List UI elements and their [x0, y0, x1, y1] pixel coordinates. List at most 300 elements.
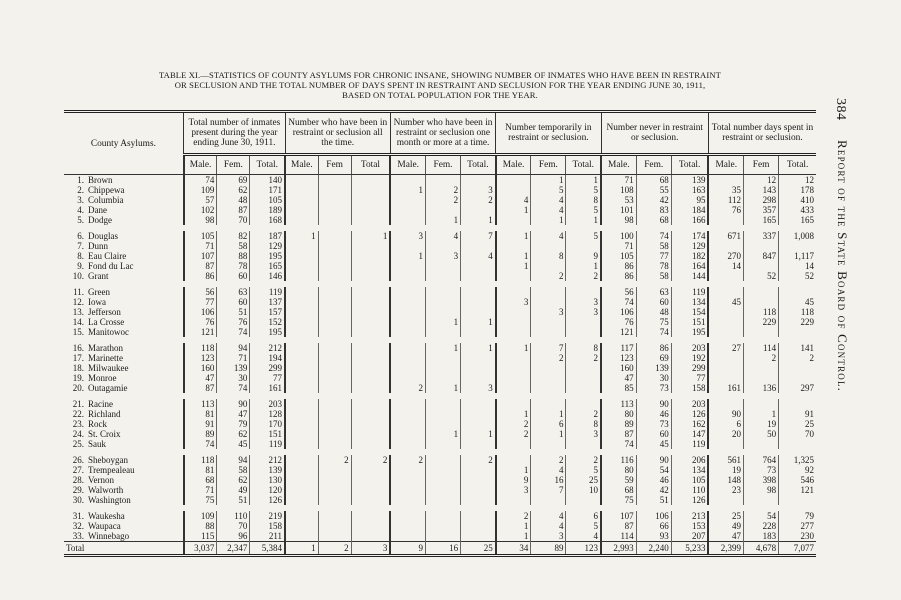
- value-cell: [461, 205, 496, 215]
- total-value-cell: 123: [566, 542, 601, 556]
- row-number: 12.: [72, 297, 84, 307]
- value-cell: 158: [671, 383, 708, 393]
- value-cell: 89: [184, 429, 217, 439]
- value-cell: 4: [531, 521, 566, 531]
- value-cell: 87: [601, 429, 636, 439]
- value-cell: [318, 327, 351, 337]
- value-cell: 113: [601, 399, 636, 409]
- county-name: Marathon: [88, 343, 123, 353]
- total-value-cell: 2: [318, 542, 351, 556]
- value-cell: 847: [744, 251, 779, 261]
- row-number: 17.: [72, 353, 84, 363]
- county-cell: [64, 475, 184, 485]
- county-cell: [64, 485, 184, 495]
- value-cell: 1: [496, 409, 531, 419]
- sub-header: Total.: [250, 155, 285, 175]
- value-cell: 10: [566, 485, 601, 495]
- value-cell: 152: [250, 317, 285, 327]
- total-value-cell: 2,399: [708, 542, 743, 556]
- value-cell: [531, 287, 566, 297]
- value-cell: 6: [531, 419, 566, 429]
- row-number: 33.: [72, 531, 84, 541]
- value-cell: 192: [671, 353, 708, 363]
- value-cell: [461, 409, 496, 419]
- value-cell: 69: [217, 175, 250, 186]
- value-cell: [496, 439, 531, 449]
- value-cell: 107: [601, 511, 636, 521]
- value-cell: 277: [779, 521, 816, 531]
- table-row: [64, 307, 816, 317]
- value-cell: 137: [250, 297, 285, 307]
- value-cell: [708, 327, 743, 337]
- value-cell: 189: [250, 205, 285, 215]
- value-cell: 75: [636, 317, 671, 327]
- value-cell: 105: [184, 231, 217, 241]
- table-row: [64, 439, 816, 449]
- value-cell: 108: [601, 185, 636, 195]
- value-cell: 58: [217, 241, 250, 251]
- value-cell: [566, 495, 601, 505]
- value-cell: 164: [671, 261, 708, 271]
- value-cell: [779, 241, 816, 251]
- value-cell: 1: [351, 231, 390, 241]
- value-cell: [318, 419, 351, 429]
- value-cell: 76: [708, 205, 743, 215]
- sub-header: Fem.: [531, 155, 566, 175]
- value-cell: [566, 383, 601, 393]
- value-cell: [351, 287, 390, 297]
- row-number: 25.: [72, 439, 84, 449]
- value-cell: 42: [636, 195, 671, 205]
- county-header: County Asylums.: [64, 112, 184, 175]
- value-cell: 207: [671, 531, 708, 542]
- value-cell: [708, 373, 743, 383]
- value-cell: [744, 261, 779, 271]
- value-cell: [496, 373, 531, 383]
- value-cell: 49: [708, 521, 743, 531]
- value-cell: 52: [779, 271, 816, 281]
- value-cell: [351, 343, 390, 353]
- value-cell: 7: [531, 485, 566, 495]
- value-cell: 126: [671, 409, 708, 419]
- row-number: 3.: [77, 195, 84, 205]
- value-cell: 4: [496, 195, 531, 205]
- value-cell: 3: [531, 307, 566, 317]
- value-cell: [390, 465, 425, 475]
- group-header-total-inmates: Total number of inmates present during the year ending June 30, 1911.: [184, 112, 285, 155]
- value-cell: [461, 287, 496, 297]
- table-row: [64, 231, 816, 241]
- value-cell: [318, 343, 351, 353]
- value-cell: 1: [461, 215, 496, 225]
- table-row: [64, 511, 816, 521]
- value-cell: 161: [708, 383, 743, 393]
- value-cell: 105: [250, 195, 285, 205]
- row-number: 30.: [72, 495, 84, 505]
- value-cell: 80: [601, 465, 636, 475]
- value-cell: [318, 521, 351, 531]
- value-cell: 71: [184, 241, 217, 251]
- value-cell: 51: [217, 307, 250, 317]
- value-cell: [461, 175, 496, 186]
- value-cell: 45: [779, 297, 816, 307]
- value-cell: 117: [601, 343, 636, 353]
- value-cell: 183: [744, 531, 779, 542]
- value-cell: [708, 353, 743, 363]
- row-number: 27.: [72, 465, 84, 475]
- sub-header: Fem.: [425, 155, 460, 175]
- value-cell: 51: [636, 495, 671, 505]
- total-label: Total: [64, 542, 184, 556]
- value-cell: 2: [566, 409, 601, 419]
- value-cell: 73: [636, 419, 671, 429]
- value-cell: [285, 185, 318, 195]
- value-cell: 3: [496, 485, 531, 495]
- value-cell: 79: [217, 419, 250, 429]
- county-name: Rock: [88, 419, 107, 429]
- value-cell: [744, 287, 779, 297]
- value-cell: [285, 195, 318, 205]
- value-cell: [708, 175, 743, 186]
- value-cell: 19: [708, 465, 743, 475]
- sub-header: Total.: [461, 155, 496, 175]
- value-cell: 2: [496, 419, 531, 429]
- group-header-never: Number never in restraint or seclusion.: [601, 112, 708, 155]
- county-name: Racine: [88, 399, 113, 409]
- page-number: 384: [833, 98, 848, 121]
- value-cell: [496, 363, 531, 373]
- value-cell: [425, 419, 460, 429]
- value-cell: [285, 205, 318, 215]
- value-cell: 25: [779, 419, 816, 429]
- value-cell: [285, 175, 318, 186]
- value-cell: 68: [601, 485, 636, 495]
- value-cell: [285, 297, 318, 307]
- value-cell: [351, 215, 390, 225]
- value-cell: 2: [496, 511, 531, 521]
- table-row: [64, 241, 816, 251]
- value-cell: [744, 399, 779, 409]
- value-cell: 2: [425, 185, 460, 195]
- value-cell: [318, 271, 351, 281]
- value-cell: [461, 511, 496, 521]
- county-name: Walworth: [88, 485, 124, 495]
- value-cell: 60: [217, 271, 250, 281]
- value-cell: 213: [671, 511, 708, 521]
- value-cell: [318, 429, 351, 439]
- row-number: 15.: [72, 327, 84, 337]
- county-cell: [64, 399, 184, 409]
- value-cell: [318, 297, 351, 307]
- value-cell: 74: [217, 383, 250, 393]
- county-cell: [64, 307, 184, 317]
- value-cell: [285, 241, 318, 251]
- value-cell: 45: [217, 439, 250, 449]
- value-cell: [285, 465, 318, 475]
- row-number: 20.: [72, 383, 84, 393]
- value-cell: 58: [217, 465, 250, 475]
- value-cell: [461, 353, 496, 363]
- value-cell: 76: [601, 317, 636, 327]
- value-cell: [425, 495, 460, 505]
- county-name: Sheboygan: [88, 455, 128, 465]
- value-cell: 45: [708, 297, 743, 307]
- value-cell: 4: [425, 231, 460, 241]
- sub-header: Fem: [318, 155, 351, 175]
- value-cell: 30: [217, 373, 250, 383]
- table-row: [64, 495, 816, 505]
- row-number: 31.: [72, 511, 84, 521]
- value-cell: 203: [671, 399, 708, 409]
- value-cell: 93: [636, 531, 671, 542]
- row-number: 21.: [72, 399, 84, 409]
- value-cell: [390, 429, 425, 439]
- value-cell: 74: [184, 175, 217, 186]
- value-cell: 79: [779, 511, 816, 521]
- total-value-cell: 1: [285, 542, 318, 556]
- value-cell: 219: [250, 511, 285, 521]
- value-cell: [708, 363, 743, 373]
- value-cell: 1: [425, 383, 460, 393]
- value-cell: [318, 185, 351, 195]
- value-cell: 59: [601, 475, 636, 485]
- value-cell: 60: [217, 297, 250, 307]
- value-cell: [351, 353, 390, 363]
- sub-header: Total.: [566, 155, 601, 175]
- value-cell: 50: [744, 429, 779, 439]
- value-cell: 25: [566, 475, 601, 485]
- title-line-1: TABLE XI.—STATISTICS OF COUNTY ASYLUMS FOR CHRONIC INSANE, SHOWING NUMBER OF INMATES WHO HAVE BEEN IN RESTRAINT: [159, 70, 721, 80]
- value-cell: [351, 317, 390, 327]
- value-cell: [318, 383, 351, 393]
- value-cell: [351, 465, 390, 475]
- value-cell: [351, 271, 390, 281]
- value-cell: [496, 317, 531, 327]
- value-cell: 165: [779, 215, 816, 225]
- value-cell: [351, 175, 390, 186]
- value-cell: [285, 475, 318, 485]
- table-row: [64, 399, 816, 409]
- value-cell: [285, 439, 318, 449]
- value-cell: 98: [601, 215, 636, 225]
- value-cell: 25: [708, 511, 743, 521]
- value-cell: [461, 439, 496, 449]
- value-cell: [496, 353, 531, 363]
- value-cell: [351, 261, 390, 271]
- county-name: Columbia: [88, 195, 124, 205]
- value-cell: 2: [425, 195, 460, 205]
- county-name: Outagamie: [88, 383, 128, 393]
- value-cell: [566, 287, 601, 297]
- value-cell: [285, 485, 318, 495]
- value-cell: 1: [285, 231, 318, 241]
- value-cell: 69: [636, 353, 671, 363]
- county-cell: [64, 297, 184, 307]
- sub-header: Male.: [184, 155, 217, 175]
- value-cell: 114: [744, 343, 779, 353]
- value-cell: 71: [217, 353, 250, 363]
- value-cell: 4: [531, 231, 566, 241]
- value-cell: 86: [601, 261, 636, 271]
- county-name: Winnebago: [88, 531, 130, 541]
- value-cell: [318, 261, 351, 271]
- county-name: Waukesha: [88, 511, 125, 521]
- value-cell: [390, 419, 425, 429]
- value-cell: [566, 439, 601, 449]
- value-cell: 1: [425, 429, 460, 439]
- value-cell: 1: [496, 231, 531, 241]
- county-cell: [64, 231, 184, 241]
- value-cell: [390, 363, 425, 373]
- value-cell: [744, 241, 779, 251]
- county-cell: [64, 409, 184, 419]
- value-cell: [285, 373, 318, 383]
- value-cell: 1: [425, 317, 460, 327]
- value-cell: 101: [601, 205, 636, 215]
- value-cell: 151: [250, 429, 285, 439]
- county-cell: [64, 495, 184, 505]
- total-value-cell: 89: [531, 542, 566, 556]
- value-cell: 410: [779, 195, 816, 205]
- value-cell: 76: [217, 317, 250, 327]
- value-cell: 1: [531, 175, 566, 186]
- value-cell: [318, 175, 351, 186]
- value-cell: 86: [601, 271, 636, 281]
- value-cell: 129: [250, 241, 285, 251]
- value-cell: [390, 343, 425, 353]
- value-cell: 123: [601, 353, 636, 363]
- value-cell: 121: [601, 327, 636, 337]
- value-cell: [390, 327, 425, 337]
- value-cell: 98: [744, 485, 779, 495]
- value-cell: 113: [184, 399, 217, 409]
- table-row: [64, 455, 816, 465]
- value-cell: [351, 429, 390, 439]
- total-value-cell: 3: [351, 542, 390, 556]
- value-cell: 76: [184, 317, 217, 327]
- county-name: St. Croix: [88, 429, 121, 439]
- value-cell: 60: [636, 429, 671, 439]
- row-number: 28.: [72, 475, 84, 485]
- value-cell: [744, 373, 779, 383]
- value-cell: 1: [496, 531, 531, 542]
- value-cell: 96: [217, 531, 250, 542]
- value-cell: 194: [250, 353, 285, 363]
- value-cell: 1,008: [779, 231, 816, 241]
- value-cell: [390, 195, 425, 205]
- value-cell: [425, 297, 460, 307]
- value-cell: [744, 297, 779, 307]
- value-cell: 118: [779, 307, 816, 317]
- value-cell: 20: [708, 429, 743, 439]
- value-cell: 299: [671, 363, 708, 373]
- value-cell: [425, 531, 460, 542]
- value-cell: 121: [184, 327, 217, 337]
- value-cell: [318, 307, 351, 317]
- value-cell: [566, 363, 601, 373]
- value-cell: [390, 215, 425, 225]
- value-cell: 1: [496, 465, 531, 475]
- value-cell: [390, 373, 425, 383]
- value-cell: [744, 327, 779, 337]
- value-cell: 143: [744, 185, 779, 195]
- county-name: Eau Claire: [88, 251, 127, 261]
- row-number: 13.: [72, 307, 84, 317]
- value-cell: 140: [250, 175, 285, 186]
- value-cell: 55: [636, 185, 671, 195]
- value-cell: 80: [601, 409, 636, 419]
- value-cell: 105: [601, 251, 636, 261]
- value-cell: 160: [184, 363, 217, 373]
- value-cell: [708, 287, 743, 297]
- value-cell: 4: [566, 531, 601, 542]
- value-cell: 139: [671, 175, 708, 186]
- county-cell: [64, 419, 184, 429]
- value-cell: [285, 363, 318, 373]
- value-cell: [318, 439, 351, 449]
- value-cell: 90: [636, 399, 671, 409]
- value-cell: [708, 399, 743, 409]
- county-name: Manitowoc: [88, 327, 129, 337]
- row-number: 19.: [72, 373, 84, 383]
- value-cell: 203: [250, 399, 285, 409]
- value-cell: [318, 511, 351, 521]
- value-cell: 3: [566, 307, 601, 317]
- sub-header: Fem.: [217, 155, 250, 175]
- value-cell: [318, 465, 351, 475]
- value-cell: 78: [217, 261, 250, 271]
- sub-header: Fem.: [636, 155, 671, 175]
- value-cell: [779, 327, 816, 337]
- county-name: Sauk: [88, 439, 106, 449]
- row-number: 6.: [77, 231, 84, 241]
- value-cell: [351, 205, 390, 215]
- value-cell: [708, 307, 743, 317]
- value-cell: 74: [636, 327, 671, 337]
- value-cell: [351, 439, 390, 449]
- total-value-cell: 2,347: [217, 542, 250, 556]
- value-cell: 74: [636, 231, 671, 241]
- county-cell: [64, 215, 184, 225]
- value-cell: 136: [744, 383, 779, 393]
- value-cell: [461, 327, 496, 337]
- value-cell: [351, 409, 390, 419]
- value-cell: [390, 531, 425, 542]
- value-cell: 195: [671, 327, 708, 337]
- value-cell: [285, 399, 318, 409]
- value-cell: 56: [184, 287, 217, 297]
- value-cell: [531, 399, 566, 409]
- value-cell: 1: [461, 429, 496, 439]
- value-cell: [566, 327, 601, 337]
- value-cell: 109: [184, 511, 217, 521]
- value-cell: [425, 175, 460, 186]
- value-cell: 1: [496, 251, 531, 261]
- value-cell: [318, 195, 351, 205]
- value-cell: 5: [566, 185, 601, 195]
- value-cell: [351, 511, 390, 521]
- value-cell: [351, 185, 390, 195]
- value-cell: 7: [461, 231, 496, 241]
- value-cell: [425, 353, 460, 363]
- value-cell: 144: [671, 271, 708, 281]
- value-cell: [496, 495, 531, 505]
- value-cell: 119: [671, 287, 708, 297]
- value-cell: [425, 287, 460, 297]
- value-cell: [318, 363, 351, 373]
- total-value-cell: 16: [425, 542, 460, 556]
- value-cell: 70: [217, 521, 250, 531]
